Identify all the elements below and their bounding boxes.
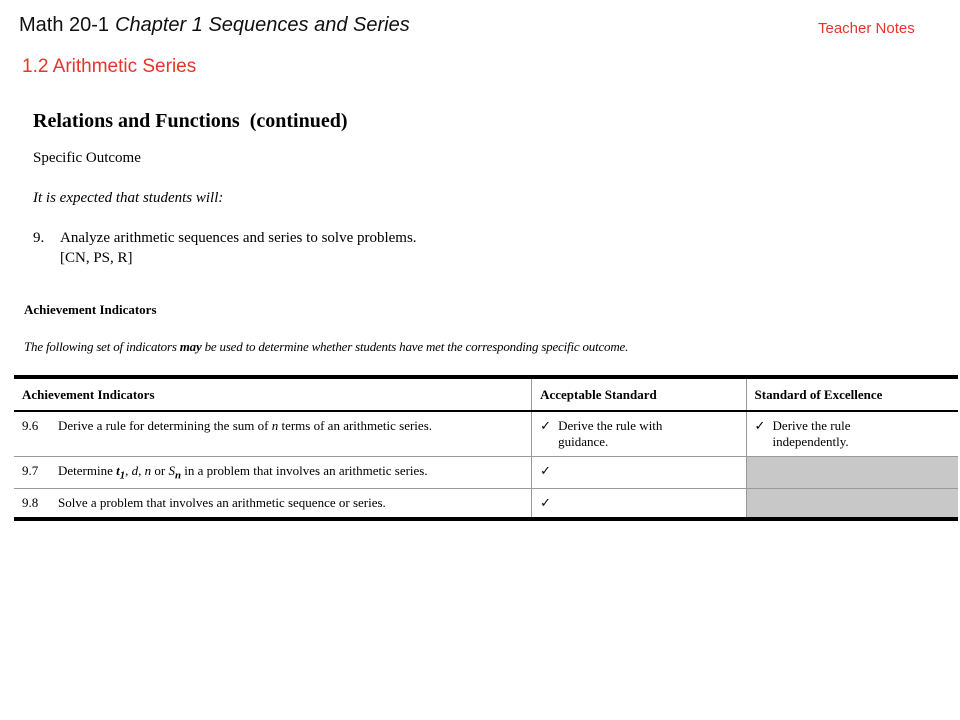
indicator-text-part: Derive a rule for determining the sum of (58, 418, 272, 433)
indicator-number: 9.6 (22, 418, 39, 433)
achievement-heading: Achievement Indicators (24, 302, 157, 317)
indicator-number: 9.8 (22, 494, 39, 510)
chapter-title: Chapter 1 Sequences and Series (115, 14, 410, 36)
intro-bold-text: may (179, 339, 202, 354)
indicator-variable: S (168, 463, 176, 478)
indicator-variable: t (116, 463, 120, 478)
check-icon: ✓ (540, 494, 551, 510)
column-header-excellence: Standard of Excellence (746, 377, 958, 411)
table-row (14, 457, 958, 489)
indicator-text-part: terms of an arithmetic series. (278, 418, 432, 433)
indicator-text-part: , (125, 463, 132, 478)
table-header-row (14, 377, 958, 411)
indicator-cell (14, 411, 532, 457)
teacher-notes-label: Teacher Notes (818, 20, 915, 37)
outcome-text: Analyze arithmetic sequences and series to solve problems. (60, 230, 417, 246)
outcome-codes: [CN, PS, R] (60, 250, 133, 266)
check-icon: ✓ (540, 418, 551, 433)
indicator-cell (14, 488, 532, 519)
column-header-indicators: Achievement Indicators (14, 377, 532, 411)
indicator-text-part: Determine (58, 463, 117, 478)
achievement-intro (24, 339, 628, 355)
intro-text-before: The following set of indicators (24, 339, 180, 354)
check-icon: ✓ (540, 463, 551, 478)
acceptable-cell (532, 488, 746, 519)
excellence-cell (746, 411, 958, 457)
table-row (14, 488, 958, 519)
outcome-item (33, 228, 417, 268)
check-icon: ✓ (754, 418, 766, 433)
column-header-acceptable: Acceptable Standard (532, 377, 746, 411)
indicator-text-part: in a problem that involves an arithmetic series. (181, 463, 428, 478)
acceptable-cell (532, 457, 746, 489)
table-row (14, 411, 958, 457)
indicator-text (58, 418, 432, 433)
indicator-cell (14, 457, 532, 489)
header-title (19, 14, 410, 37)
curriculum-heading: Relations and Functions (continued) (33, 110, 348, 132)
excellence-text: Derive the rule independently. (772, 418, 851, 449)
outcome-number: 9. (33, 230, 45, 246)
excellence-cell-empty (746, 488, 958, 519)
achievement-table (14, 375, 958, 521)
indicator-number: 9.7 (22, 463, 39, 478)
indicator-text (58, 463, 428, 482)
indicator-text: Solve a problem that involves an arithmetic sequence or series. (58, 494, 386, 510)
acceptable-text: Derive the rule with guidance. (558, 418, 663, 449)
indicator-text-part: , (138, 463, 145, 478)
section-title: 1.2 Arithmetic Series (22, 56, 197, 77)
intro-text-after: be used to determine whether students have met the corresponding specific outcome. (201, 339, 629, 354)
expected-text: It is expected that students will: (33, 190, 224, 206)
indicator-variable: d (131, 463, 139, 478)
indicator-subscript: 1 (119, 469, 126, 482)
indicator-variable: n (144, 463, 152, 478)
indicator-text-part: or (151, 463, 169, 478)
course-name: Math 20-1 (19, 14, 110, 36)
specific-outcome-label: Specific Outcome (33, 150, 141, 166)
indicator-subscript: n (175, 469, 182, 482)
acceptable-cell (532, 411, 746, 457)
indicator-variable: n (271, 418, 279, 433)
excellence-cell-empty (746, 457, 958, 489)
